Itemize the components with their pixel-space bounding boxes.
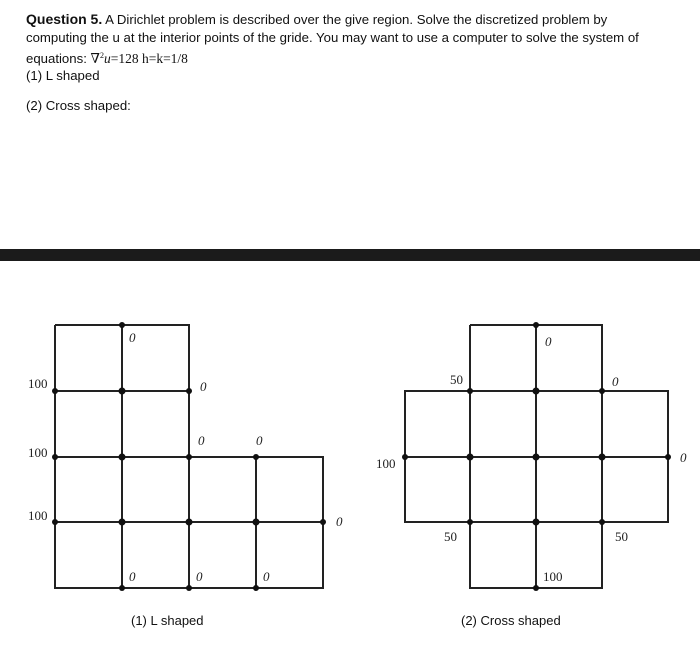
l-label-right-edge: 0 bbox=[336, 514, 343, 529]
cross-label-top: 0 bbox=[545, 334, 552, 349]
l-label-bottom-2: 0 bbox=[196, 569, 203, 584]
cross-shaped-caption: (2) Cross shaped bbox=[461, 613, 561, 628]
l-node-bottom-2 bbox=[186, 585, 192, 591]
l-node-top bbox=[119, 322, 125, 328]
l-node-interior-5 bbox=[253, 519, 260, 526]
cross-node-lower-right bbox=[599, 519, 605, 525]
equation-rest: =128 h=k=1/8 bbox=[110, 51, 188, 66]
cross-node-interior-4 bbox=[599, 454, 606, 461]
l-label-right-1: 0 bbox=[200, 379, 207, 394]
l-label-bottom-1: 0 bbox=[129, 569, 136, 584]
cross-label-upper-left: 50 bbox=[450, 372, 463, 387]
cross-label-right: 0 bbox=[680, 450, 687, 465]
question-line-2: computing the u at the interior points of the gride. You may want to use a computer to solve the system of bbox=[26, 30, 639, 45]
cross-node-lower-left bbox=[467, 519, 473, 525]
nabla-symbol: ∇ bbox=[90, 51, 100, 66]
l-node-interior-2 bbox=[119, 454, 126, 461]
l-node-right-edge bbox=[320, 519, 326, 525]
cross-shaped-labels bbox=[376, 334, 687, 584]
cross-node-upper-left bbox=[467, 388, 473, 394]
cross-node-interior-3 bbox=[533, 454, 540, 461]
l-label-inner-corner: 0 bbox=[198, 433, 205, 448]
cross-node-upper-right bbox=[599, 388, 605, 394]
l-label-bottom-3: 0 bbox=[263, 569, 270, 584]
l-node-interior-1 bbox=[119, 388, 126, 395]
cross-node-left bbox=[402, 454, 408, 460]
cross-node-bottom bbox=[533, 585, 539, 591]
cross-label-upper-right: 0 bbox=[612, 374, 619, 389]
cross-node-top bbox=[533, 322, 539, 328]
l-label-top: 0 bbox=[129, 330, 136, 345]
cross-label-left: 100 bbox=[376, 456, 396, 471]
cross-node-interior-1 bbox=[533, 388, 540, 395]
l-label-left-1: 100 bbox=[28, 376, 48, 391]
l-label-left-2: 100 bbox=[28, 445, 48, 460]
part-1-label: (1) L shaped bbox=[26, 68, 100, 83]
l-label-left-3: 100 bbox=[28, 508, 48, 523]
equations-prefix: equations: bbox=[26, 51, 87, 66]
question-title: Question 5. bbox=[26, 11, 103, 27]
l-node-interior-4 bbox=[186, 519, 193, 526]
equation-variable: u bbox=[103, 51, 111, 66]
l-node-right-1 bbox=[186, 388, 192, 394]
l-node-bottom-1 bbox=[119, 585, 125, 591]
cross-label-bottom: 100 bbox=[543, 569, 563, 584]
part-2-label: (2) Cross shaped: bbox=[26, 98, 131, 113]
equation-exponent: 2 bbox=[99, 51, 104, 60]
l-node-left-3 bbox=[52, 519, 58, 525]
question-text-1: A Dirichlet problem is described over the give region. Solve the discretized problem by bbox=[105, 12, 608, 27]
cross-label-lower-left: 50 bbox=[444, 529, 457, 544]
cross-node-interior-2 bbox=[467, 454, 474, 461]
l-label-upper-edge: 0 bbox=[256, 433, 263, 448]
l-node-bottom-3 bbox=[253, 585, 259, 591]
l-node-interior-3 bbox=[119, 519, 126, 526]
l-node-left-2 bbox=[52, 454, 58, 460]
cross-label-lower-right: 50 bbox=[615, 529, 628, 544]
cross-node-interior-5 bbox=[533, 519, 540, 526]
l-node-upper-edge bbox=[253, 454, 259, 460]
l-shaped-caption: (1) L shaped bbox=[131, 613, 204, 628]
l-node-inner-corner bbox=[186, 454, 192, 460]
l-node-left-1 bbox=[52, 388, 58, 394]
cross-node-right bbox=[665, 454, 671, 460]
